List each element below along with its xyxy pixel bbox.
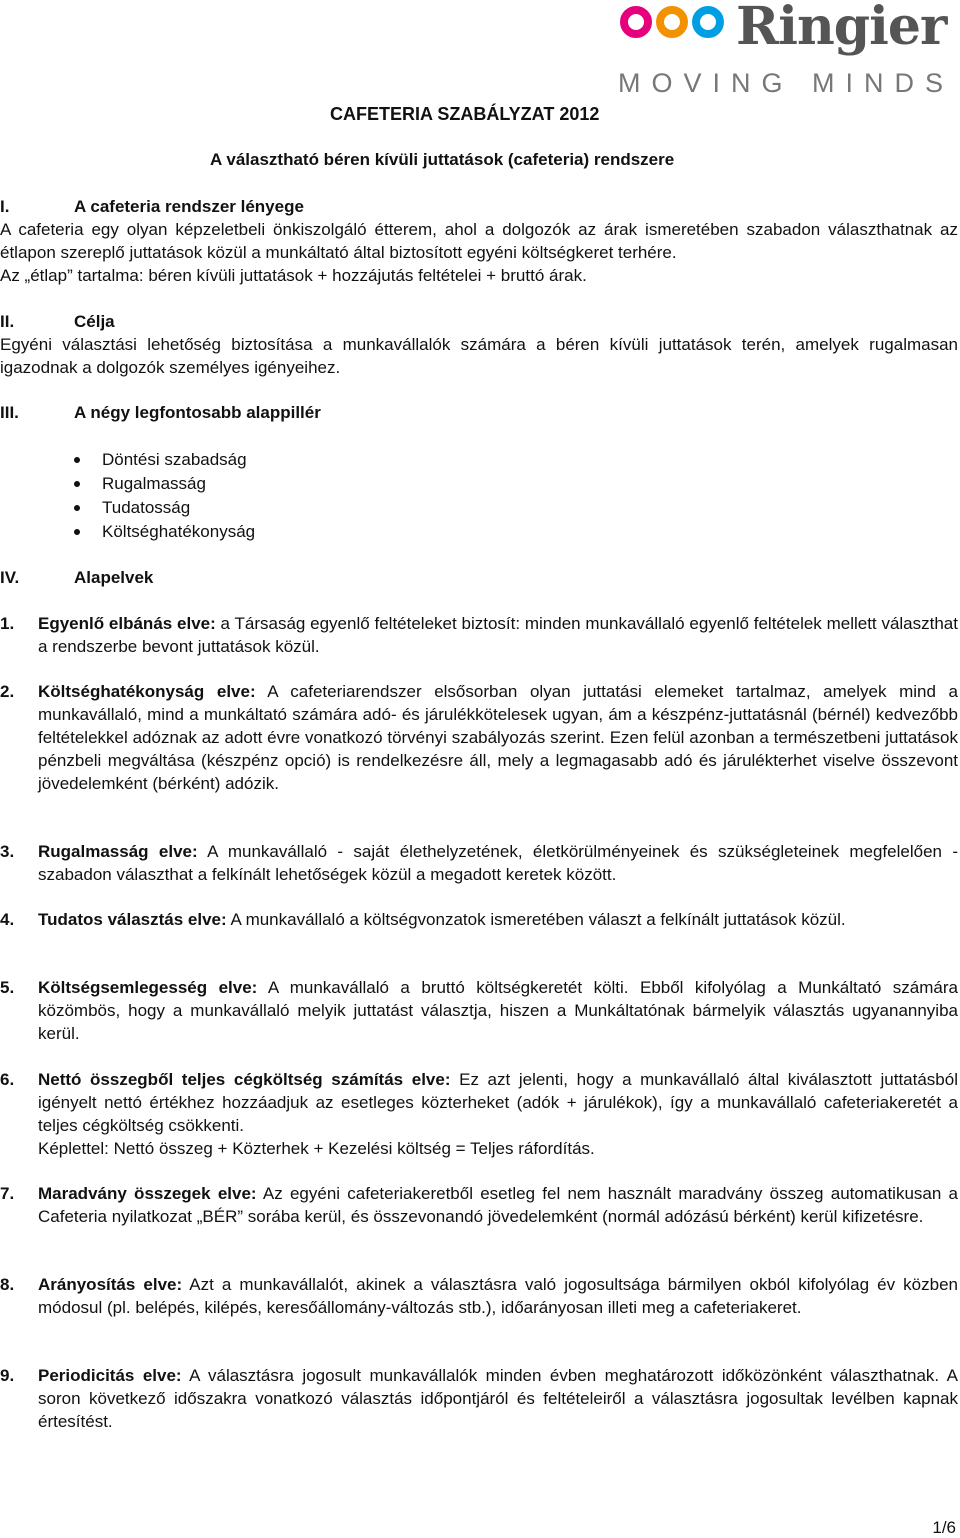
principle-item: [0, 1364, 958, 1433]
principle-number: 3.: [0, 842, 15, 861]
logo-tagline: MOVING MINDS: [618, 68, 955, 98]
logo-name: Ringier: [736, 0, 947, 57]
section-3: [0, 401, 958, 424]
principle-title: Rugalmasság elve:: [38, 842, 198, 861]
principle-number: 8.: [0, 1275, 15, 1294]
section-title: Alapelvek: [74, 568, 154, 587]
ringier-logo: [614, 0, 955, 100]
principle-title: Tudatos választás elve:: [38, 910, 227, 929]
principle-item: [0, 840, 958, 886]
pillar-list: [74, 448, 255, 544]
logo-ring-orange: [660, 10, 684, 34]
section-body: A cafeteria egy olyan képzeletbeli önkiszolgáló étterem, ahol a dolgozók az árak ismeretében szabadon választhatnak az étlapon szereplő juttatások közül a munkáltató által biztosított egyéni költségkeret terhére.: [0, 220, 958, 262]
section-extra: Az „étlap” tartalma: béren kívüli juttatások + hozzájutás feltételei + bruttó árak.: [0, 266, 587, 285]
document-subtitle: A választható béren kívüli juttatások (cafeteria) rendszere: [210, 150, 675, 169]
list-item: Döntési szabadság: [74, 448, 255, 472]
section-2: [0, 310, 958, 379]
logo-ring-blue: [696, 10, 720, 34]
principle-item: [0, 612, 958, 658]
principle-title: Nettó összegből teljes cégköltség számítás elve:: [38, 1070, 451, 1089]
section-title: A cafeteria rendszer lényege: [74, 197, 304, 216]
section-number: III.: [0, 403, 19, 422]
section-number: I.: [0, 197, 10, 216]
principle-text: Azt a munkavállalót, akinek a választásra való jogosultsága bármilyen okból kifolyólag év közben módosul (pl. belépés, kilépés, keresőállomány-változás stb.), időarányosan illeti meg a cafeteriakeret.: [38, 1275, 958, 1317]
principle-title: Egyenlő elbánás elve:: [38, 614, 216, 633]
section-heading: [0, 310, 958, 333]
principle-text: a Társaság egyenlő feltételeket biztosít: minden munkavállaló egyenlő feltételek mellett választhat a rendszerbe bevont juttatások közül.: [38, 614, 958, 656]
principle-item: [0, 908, 958, 931]
principle-item: [0, 1182, 958, 1228]
principle-item: [0, 1068, 958, 1160]
section-heading: [0, 401, 958, 424]
principle-title: Maradvány összegek elve:: [38, 1184, 257, 1203]
section-heading: [0, 566, 958, 589]
section-number: IV.: [0, 568, 20, 587]
principle-number: 7.: [0, 1184, 15, 1203]
section-body: Egyéni választási lehetőség biztosítása a munkavállalók számára a béren kívüli juttatások terén, amelyek rugalmasan igazodnak a dolgozók személyes igényeihez.: [0, 335, 958, 377]
section-1: [0, 195, 958, 287]
principle-title: Arányosítás elve:: [38, 1275, 183, 1294]
principle-number: 2.: [0, 682, 15, 701]
document-title: CAFETERIA SZABÁLYZAT 2012: [330, 104, 600, 124]
principle-text: A munkavállaló a bruttó költségkeretét költi. Ebből kifolyólag a Munkáltató számára közömbös, hogy a munkavállaló melyik juttatást választja, hiszen a Munkáltatónak bármelyik választás ugyanannyiba kerül.: [38, 978, 958, 1043]
section-number: II.: [0, 312, 15, 331]
principle-item: [0, 1273, 958, 1319]
logo-ring-pink: [624, 10, 648, 34]
principle-text: A választásra jogosult munkavállalók minden évben meghatározott időközönként választhatnak. A soron következő időszakra vonatkozó választás időpontjáról és feltételeiről a választásra jogosultak levélben kapnak értesítést.: [38, 1366, 959, 1431]
page-number: 1/6: [932, 1518, 956, 1537]
principle-number: 5.: [0, 978, 15, 997]
principle-item: [0, 680, 958, 795]
principle-text: A cafeteriarendszer elsősorban olyan juttatási elemeket tartalmaz, amelyek mind a munkavállaló, mind a munkáltató számára adó- és járulékkötelesek ugyan, ám a készpénz-juttatásnál (bérnél) kedvezőbb feltételekkel adóznak az adott évre vonatkozó törvényi szabályozás szerint. Ezen felül azonban a természetbeni juttatások pénzbeli megváltása (készpénz opció) is rendelkezésre áll, mely a legmagasabb adó és járulékterhet viselve összevont jövedelemként (bérként) adózik.: [38, 682, 958, 793]
section-title: Célja: [74, 312, 115, 331]
list-item: Költséghatékonyság: [74, 520, 255, 544]
principle-title: Periodicitás elve:: [38, 1366, 182, 1385]
principle-text: A munkavállaló a költségvonzatok ismeretében választ a felkínált juttatások közül.: [226, 910, 846, 929]
principle-number: 4.: [0, 910, 15, 929]
section-4: [0, 566, 958, 589]
section-heading: [0, 195, 958, 218]
principle-number: 1.: [0, 614, 15, 633]
logo-rings-icon: [618, 4, 738, 44]
list-item: Tudatosság: [74, 496, 255, 520]
principle-text: Ez azt jelenti, hogy a munkavállaló által kiválasztott juttatásból igényelt nettó értékhez hozzáadjuk az esetleges közterheket (adók + járulékok), így a munkavállaló cafeteriakeretét a teljes cégköltség csökkenti.: [38, 1070, 958, 1135]
principle-title: Költséghatékonyság elve:: [38, 682, 256, 701]
principle-title: Költségsemlegesség elve:: [38, 978, 258, 997]
principle-number: 6.: [0, 1070, 15, 1089]
principle-text: Az egyéni cafeteriakeretből esetleg fel nem használt maradvány összeg automatikusan a Cafeteria nyilatkozat „BÉR” sorába kerül, és összevonandó jövedelemként (normál adózású bérként) kerül kifizetésre.: [38, 1184, 959, 1226]
list-item: Rugalmasság: [74, 472, 255, 496]
principle-item: [0, 976, 958, 1045]
section-title: A négy legfontosabb alappillér: [74, 403, 321, 422]
principle-number: 9.: [0, 1366, 15, 1385]
principle-formula: Képlettel: Nettó összeg + Közterhek + Kezelési költség = Teljes ráfordítás.: [38, 1139, 595, 1158]
principle-text: A munkavállaló - saját élethelyzetének, életkörülményeinek és szükségleteinek megfelelően - szabadon választhat a felkínált lehetőségek közül a megadott keretek között.: [38, 842, 958, 884]
